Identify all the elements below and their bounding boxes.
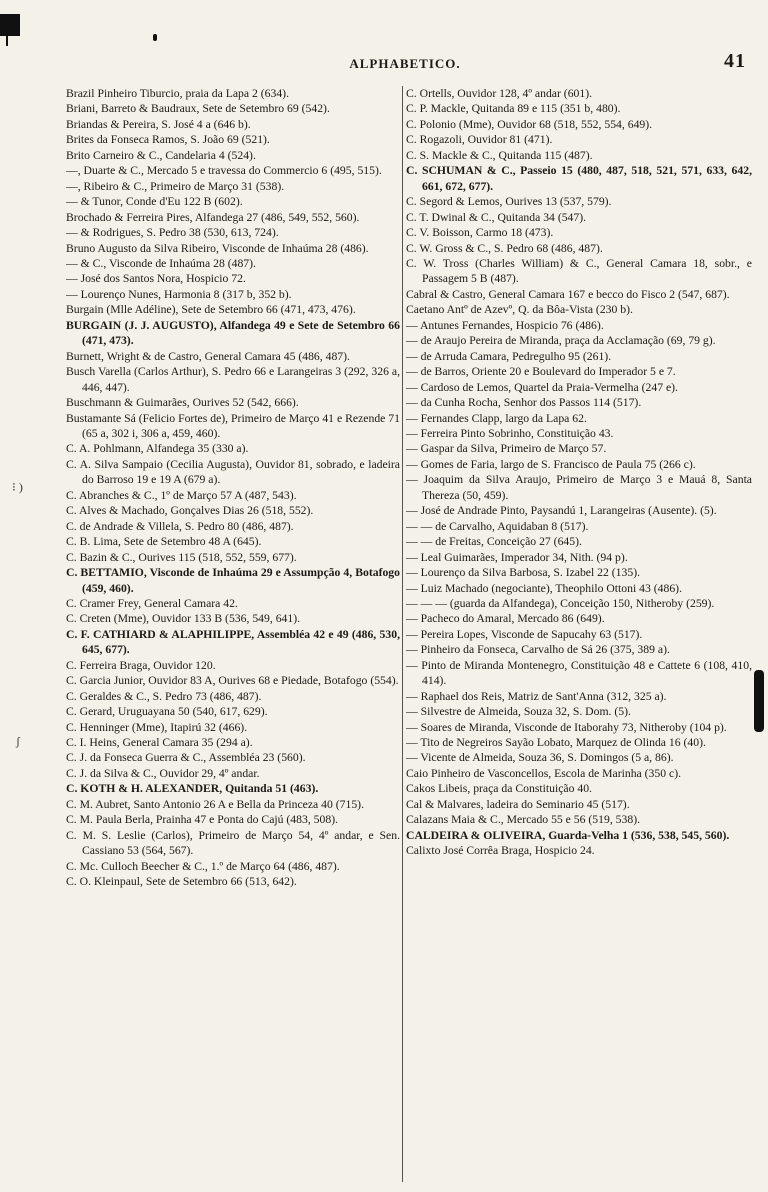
directory-entry: C. Geraldes & C., S. Pedro 73 (486, 487).	[66, 689, 262, 703]
directory-entry: C. BETTAMIO, Visconde de Inhaúma 29 e Assumpção 4, Botafogo (459, 460).	[66, 566, 400, 595]
page-header	[64, 50, 746, 74]
directory-entry: Busch Varella (Carlos Arthur), S. Pedro 66 e Larangeiras 3 (292, 326 a, 446, 447).	[66, 365, 400, 394]
directory-entry: C. O. Kleinpaul, Sete de Setembro 66 (513, 642).	[66, 875, 297, 889]
directory-entry: Brochado & Ferreira Pires, Alfandega 27 (486, 549, 552, 560).	[66, 210, 360, 224]
directory-entry: C. Mc. Culloch Beecher & C., 1.º de Março 64 (486, 487).	[66, 859, 340, 873]
directory-entry: — Lourenço da Silva Barbosa, S. Izabel 22 (135).	[406, 566, 641, 580]
directory-entry: —, Duarte & C., Mercado 5 e travessa do Commercio 6 (495, 515).	[66, 164, 382, 178]
ink-mark-top	[153, 34, 157, 41]
ink-blot-top-left	[0, 14, 20, 36]
directory-entry: C. P. Mackle, Quitanda 89 e 115 (351 b, 480).	[406, 102, 621, 116]
directory-entry: C. Cramer Frey, General Camara 42.	[66, 596, 238, 610]
directory-entry: C. Alves & Machado, Gonçalves Dias 26 (518, 552).	[66, 504, 314, 518]
directory-entry: — Leal Guimarães, Imperador 34, Nith. (94 p).	[406, 550, 628, 564]
directory-entry: C. Rogazoli, Ouvidor 81 (471).	[406, 133, 553, 147]
directory-entry: — & Rodrigues, S. Pedro 38 (530, 613, 724).	[66, 226, 279, 240]
directory-entry: — Lourenço Nunes, Harmonia 8 (317 b, 352 b).	[66, 287, 292, 301]
directory-entry: Burgain (Mlle Adéline), Sete de Setembro 66 (471, 473, 476).	[66, 303, 356, 317]
page-title: ALPHABETICO.	[349, 56, 461, 71]
directory-entry: C. M. Aubret, Santo Antonio 26 A e Bella da Princeza 40 (715).	[66, 797, 364, 811]
directory-entry: C. W. Tross (Charles William) & C., General Camara 18, sobr., e Passagem 5 B (487).	[406, 256, 752, 286]
directory-entry: Brazil Pinheiro Tiburcio, praia da Lapa 2 (634).	[66, 87, 289, 100]
directory-entry: — Silvestre de Almeida, Souza 32, S. Dom. (5).	[406, 705, 631, 719]
directory-entry: C. T. Dwinal & C., Quitanda 34 (547).	[406, 210, 587, 224]
directory-entry: C. de Andrade & Villela, S. Pedro 80 (486, 487).	[66, 519, 294, 533]
directory-entry: Bustamante Sá (Felicio Fortes de), Primeiro de Março 41 e Rezende 71 (65 a, 302 i, 306 a, 459, 460).	[66, 411, 400, 440]
directory-entry: — — — (guarda da Alfandega), Conceição 150, Nitheroby (259).	[406, 596, 715, 610]
directory-entry: Cakos Libeis, praça da Constituição 40.	[406, 782, 592, 796]
directory-entry: C. KOTH & H. ALEXANDER, Quitanda 51 (463).	[66, 782, 319, 796]
directory-entry: Caetano Antº de Azevº, Q. da Bôa-Vista (230 b).	[406, 303, 633, 317]
directory-entry: Brito Carneiro & C., Candelaria 4 (524).	[66, 148, 256, 162]
directory-entry: C. Bazin & C., Ourives 115 (518, 552, 559, 677).	[66, 550, 297, 564]
directory-entry: — Vicente de Almeida, Souza 36, S. Domingos (5 a, 86).	[406, 751, 674, 765]
directory-entry: Calazans Maia & C., Mercado 55 e 56 (519, 538).	[406, 813, 641, 827]
directory-entry: C. J. da Fonseca Guerra & C., Assembléa 23 (560).	[66, 751, 306, 765]
directory-entry: — & C., Visconde de Inhaúma 28 (487).	[66, 256, 256, 270]
margin-mark-mid: ⁝ )	[12, 480, 23, 494]
directory-entry: C. Garcia Junior, Ouvidor 83 A, Ourives 68 e Piedade, Botafogo (554).	[66, 674, 399, 688]
directory-entry: — Cardoso de Lemos, Quartel da Praia-Vermelha (247 e).	[406, 380, 678, 394]
margin-mark-low: ʃ	[16, 734, 20, 748]
directory-entry: C. Creten (Mme), Ouvidor 133 B (536, 549, 641).	[66, 612, 301, 626]
directory-entry: Caio Pinheiro de Vasconcellos, Escola de Marinha (350 c).	[406, 766, 682, 780]
directory-entry: C. S. Mackle & C., Quitanda 115 (487).	[406, 148, 593, 162]
directory-entry: Briandas & Pereira, S. José 4 a (646 b).	[66, 117, 251, 131]
directory-entry: — Fernandes Clapp, largo da Lapa 62.	[406, 411, 587, 425]
directory-entry: — Tito de Negreiros Sayão Lobato, Marquez de Olinda 16 (40).	[406, 736, 706, 750]
directory-entry: — Antunes Fernandes, Hospicio 76 (486).	[406, 318, 604, 332]
directory-entry: C. Henninger (Mme), Itapirú 32 (466).	[66, 720, 248, 734]
directory-entry: — & Tunor, Conde d'Eu 122 B (602).	[66, 195, 243, 209]
directory-entry: — Pinheiro da Fonseca, Carvalho de Sá 26 (375, 389 a).	[406, 643, 670, 657]
directory-entry: — de Araujo Pereira de Miranda, praça da Acclamação (69, 79 g).	[406, 334, 716, 348]
directory-entry: — de Barros, Oriente 20 e Boulevard do Imperador 5 e 7.	[406, 365, 676, 379]
directory-entry: — da Cunha Rocha, Senhor dos Passos 114 (517).	[406, 396, 642, 410]
directory-entry: — Pinto de Miranda Montenegro, Constituição 48 e Cattete 6 (108, 410, 414).	[406, 658, 752, 688]
directory-entry: C. W. Gross & C., S. Pedro 68 (486, 487).	[406, 241, 603, 255]
directory-entry: Brites da Fonseca Ramos, S. João 69 (521).	[66, 133, 270, 147]
directory-entry: — de Arruda Camara, Pedregulho 95 (261).	[406, 349, 612, 363]
directory-entry: — José de Andrade Pinto, Paysandú 1, Larangeiras (Ausente). (5).	[406, 504, 717, 518]
directory-entry: —, Ribeiro & C., Primeiro de Março 31 (538).	[66, 179, 285, 193]
directory-entry: C. I. Heins, General Camara 35 (294 a).	[66, 736, 253, 750]
directory-entry: — Soares de Miranda, Visconde de Itaborahy 73, Nitheroby (104 p).	[406, 720, 727, 734]
directory-entry: C. A. Silva Sampaio (Cecilia Augusta), Ouvidor 81, sobrado, e ladeira do Barroso 19 e 19 A (679 a).	[66, 457, 400, 487]
directory-entry: C. J. da Silva & C., Ouvidor 29, 4º andar.	[66, 766, 260, 780]
directory-entry: Cabral & Castro, General Camara 167 e becco do Fisco 2 (547, 687).	[406, 287, 730, 301]
directory-entry: C. B. Lima, Sete de Setembro 48 A (645).	[66, 535, 262, 549]
directory-entry: C. Gerard, Uruguayana 50 (540, 617, 629).	[66, 705, 268, 719]
right-column	[402, 86, 752, 1182]
directory-entry: Calixto José Corrêa Braga, Hospicio 24.	[406, 844, 595, 858]
directory-entry: C. F. CATHIARD & ALAPHILIPPE, Assembléa 42 e 49 (486, 530, 645, 677).	[66, 627, 400, 657]
left-column	[66, 86, 400, 1182]
directory-entry: C. M. S. Leslie (Carlos), Primeiro de Março 54, 4º andar, e Sen. Cassiano 53 (564, 567).	[66, 828, 400, 858]
directory-entry: C. SCHUMAN & C., Passeio 15 (480, 487, 518, 521, 571, 633, 642, 661, 672, 677).	[406, 164, 752, 193]
directory-entry: — Pacheco do Amaral, Mercado 86 (649).	[406, 612, 605, 626]
directory-entry: Bruno Augusto da Silva Ribeiro, Visconde de Inhaúma 28 (486).	[66, 241, 369, 255]
directory-entry: C. Ferreira Braga, Ouvidor 120.	[66, 658, 216, 672]
directory-entry: — Ferreira Pinto Sobrinho, Constituição 43.	[406, 426, 614, 440]
ink-mark-left	[6, 36, 8, 46]
directory-entry: Briani, Barreto & Baudraux, Sete de Setembro 69 (542).	[66, 102, 330, 116]
directory-entry: — Raphael dos Reis, Matriz de Sant'Anna (312, 325 a).	[406, 689, 667, 703]
directory-entry: Buschmann & Guimarães, Ourives 52 (542, 666).	[66, 396, 299, 410]
page-number: 41	[724, 50, 746, 72]
directory-entry: — — de Freitas, Conceição 27 (645).	[406, 535, 582, 549]
directory-entry: C. Segord & Lemos, Ourives 13 (537, 579).	[406, 195, 612, 209]
directory-entry: C. Ortells, Ouvidor 128, 4º andar (601).	[406, 87, 593, 100]
directory-entry: Cal & Malvares, ladeira do Seminario 45 (517).	[406, 797, 630, 811]
directory-entry: C. A. Pohlmann, Alfandega 35 (330 a).	[66, 442, 249, 456]
directory-entry: — Gomes de Faria, largo de S. Francisco de Paula 75 (266 c).	[406, 457, 696, 471]
directory-entry: C. V. Boisson, Carmo 18 (473).	[406, 226, 554, 240]
directory-entry: BURGAIN (J. J. AUGUSTO), Alfandega 49 e Sete de Setembro 66 (471, 473).	[66, 318, 400, 348]
ink-blot-right-edge	[754, 670, 764, 732]
directory-entry: — José dos Santos Nora, Hospicio 72.	[66, 272, 246, 286]
directory-entry: — — de Carvalho, Aquidaban 8 (517).	[406, 519, 589, 533]
directory-entry: — Pereira Lopes, Visconde de Sapucahy 63 (517).	[406, 627, 643, 641]
directory-entry: C. Polonio (Mme), Ouvidor 68 (518, 552, 554, 649).	[406, 117, 653, 131]
directory-entry: C. Abranches & C., 1º de Março 57 A (487, 543).	[66, 488, 297, 502]
directory-entry: — Gaspar da Silva, Primeiro de Março 57.	[406, 442, 607, 456]
directory-entry: — Joaquim da Silva Araujo, Primeiro de Março 3 e Mauá 8, Santa Thereza (50, 459).	[406, 473, 752, 502]
directory-entry: C. M. Paula Berla, Prainha 47 e Ponta do Cajú (483, 508).	[66, 813, 339, 827]
directory-entry: — Luiz Machado (negociante), Theophilo Ottoni 43 (486).	[406, 581, 682, 595]
directory-entry: CALDEIRA & OLIVEIRA, Guarda-Velha 1 (536, 538, 545, 560).	[406, 828, 730, 842]
directory-entry: Burnett, Wright & de Castro, General Camara 45 (486, 487).	[66, 349, 350, 363]
